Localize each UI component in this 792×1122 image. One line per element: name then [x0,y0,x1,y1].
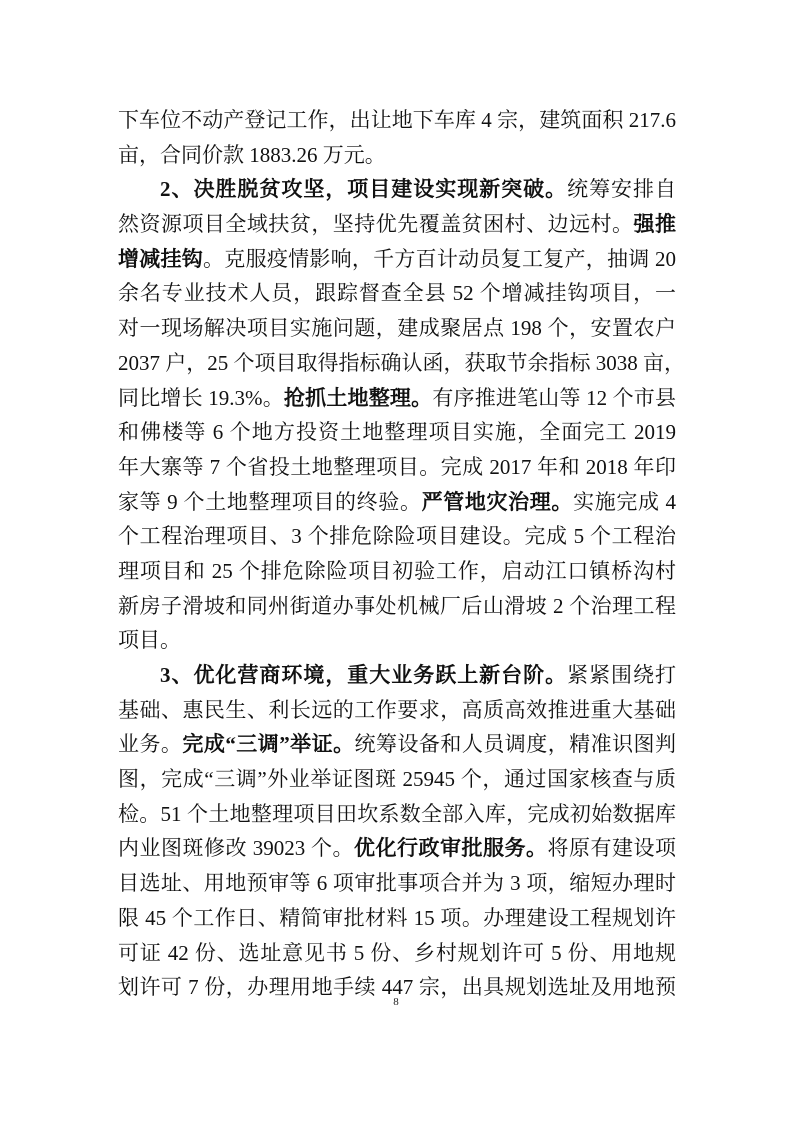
body-text: 家等 9 个土地整理项目的终验。 [118,489,422,514]
text-line [118,485,676,520]
body-text: 。克服疫情影响，千方百计动员复工复产，抽调 20 [203,246,677,271]
text-line [118,901,676,936]
body-text: 和佛楼等 6 个地方投资土地整理项目实施，全面完工 2019 [118,420,676,445]
body-text: 年大寨等 7 个省投土地整理项目。完成 2017 年和 2018 年印 [118,454,676,479]
body-text: 项目。 [118,628,181,653]
body-text: 有序推进笔山等 12 个市县 [432,385,677,410]
body-text: 图，完成“三调”外业举证图斑 25945 个，通过国家核查与质 [118,767,676,792]
body-text: 业务。 [118,732,183,757]
body-text: 对一现场解决项目实施问题，建成聚居点 198 个，安置农户 [118,316,676,341]
text-line [118,311,676,346]
body-text: 基础、惠民生、利长远的工作要求，高质高效推进重大基础 [118,697,676,722]
bold-heading-text: 严管地灾治理。 [421,489,574,514]
body-text: 实施完成 4 [573,489,677,514]
text-line [118,762,676,797]
bold-heading-text: 增减挂钩 [118,246,204,271]
body-text: 紧紧围绕打 [567,663,677,687]
text-line [118,554,676,589]
text-line [118,866,676,901]
body-text: 同比增长 19.3%。 [118,385,284,410]
text-line [118,415,676,450]
body-text: 检。51 个土地整理项目田坎系数全部入库，完成初始数据库 [118,801,676,826]
bold-heading-text: 强推 [633,212,677,237]
body-text: 余名专业技术人员，跟踪督查全县 52 个增减挂钩项目，一 [118,281,676,306]
body-text: 可证 42 份、选址意见书 5 份、乡村规划许可 5 份、用地规 [118,940,676,965]
body-text: 下车位不动产登记工作，出让地下车库 4 宗，建筑面积 217.6 [118,108,676,132]
paragraph [118,172,685,658]
text-line [118,450,676,485]
paragraph [118,658,676,1005]
text-line [118,276,676,311]
body-text: 亩，合同价款 1883.26 万元。 [118,142,386,167]
text-line [118,831,676,866]
body-text: 划许可 7 份，办理用地手续 447 宗，出具规划选址及用地预 [118,975,676,1000]
body-text: 统筹安排自 [567,177,677,202]
body-text: 2037 户，25 个项目取得指标确认函，获取节余指标 3038 亩， [118,350,685,375]
text-line [118,797,676,832]
body-text: 限 45 个工作日、精简审批材料 15 项。办理建设工程规划许 [118,905,676,930]
bold-heading-text: 3、优化营商环境，重大业务跃上新台阶。 [160,663,568,687]
body-text: 然资源项目全域扶贫，坚持优先覆盖贫困村、边远村。 [118,212,634,237]
text-line [118,936,676,971]
bold-heading-text: 2、决胜脱贫攻坚，项目建设实现新突破。 [160,177,568,202]
text-line [118,207,676,242]
text-line [118,727,676,762]
text-line [118,103,676,138]
document-body [118,103,685,1005]
text-line [118,693,676,728]
body-text: 统筹设备和人员调度，精准识图判 [354,732,677,757]
text-line [118,346,685,381]
body-text: 理项目和 25 个排危除险项目初验工作，启动江口镇桥沟村 [118,558,676,583]
bold-heading-text: 完成“三调”举证。 [182,732,355,757]
text-line [118,138,676,173]
text-line [118,623,676,658]
paragraph [118,103,676,172]
body-text: 个工程治理项目、3 个排危除险项目建设。完成 5 个工程治 [118,524,676,549]
page-number: 8 [393,996,399,1008]
text-line [118,242,676,277]
bold-heading-text: 优化行政审批服务。 [354,836,548,861]
body-text: 目选址、用地预审等 6 项审批事项合并为 3 项，缩短办理时 [118,871,676,896]
body-text: 新房子滑坡和同州街道办事处机械厂后山滑坡 2 个治理工程 [118,593,676,618]
text-line [118,381,676,416]
text-line [118,658,676,693]
body-text: 将原有建设项 [547,836,676,861]
text-line [118,172,676,207]
text-line [118,589,676,624]
bold-heading-text: 抢抓土地整理。 [283,385,433,410]
body-text: 内业图斑修改 39023 个。 [118,836,354,861]
text-line [118,519,676,554]
